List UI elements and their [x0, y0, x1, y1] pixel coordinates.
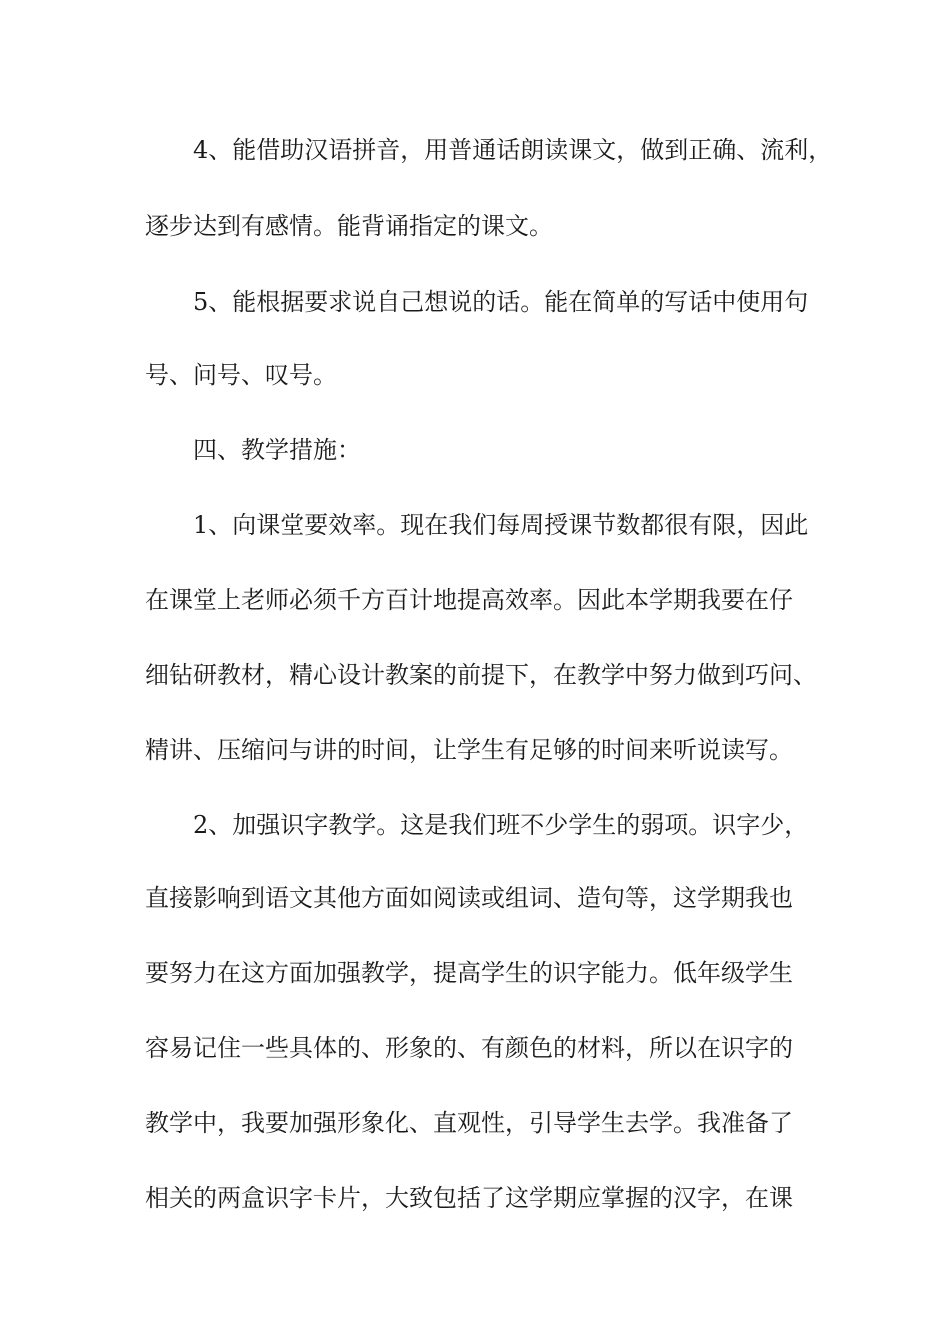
section-heading: 四、教学措施：: [193, 436, 361, 464]
text-line: 细钻研教材，精心设计教案的前提下，在教学中努力做到巧问、: [145, 661, 817, 689]
text-line: 容易记住一些具体的、形象的、有颜色的材料，所以在识字的: [145, 1034, 793, 1062]
text-line: 相关的两盒识字卡片，大致包括了这学期应掌握的汉字，在课: [145, 1184, 793, 1212]
text-line: 2、加强识字教学。这是我们班不少学生的弱项。识字少，: [193, 811, 809, 839]
text-line: 精讲、压缩问与讲的时间，让学生有足够的时间来听说读写。: [145, 736, 793, 764]
text-line: 教学中，我要加强形象化、直观性，引导学生去学。我准备了: [145, 1109, 793, 1137]
text-line: 5、能根据要求说自己想说的话。能在简单的写话中使用句: [193, 288, 809, 316]
text-line: 1、向课堂要效率。现在我们每周授课节数都很有限，因此: [193, 511, 809, 539]
text-line: 号、问号、叹号。: [145, 361, 337, 389]
text-line: 要努力在这方面加强教学，提高学生的识字能力。低年级学生: [145, 959, 793, 987]
text-line: 直接影响到语文其他方面如阅读或组词、造句等，这学期我也: [145, 884, 793, 912]
text-line: 在课堂上老师必须千方百计地提高效率。因此本学期我要在仔: [145, 586, 793, 614]
text-line: 逐步达到有感情。能背诵指定的课文。: [145, 212, 553, 240]
text-line: 4、能借助汉语拼音，用普通话朗读课文，做到正确、流利，: [193, 136, 833, 164]
